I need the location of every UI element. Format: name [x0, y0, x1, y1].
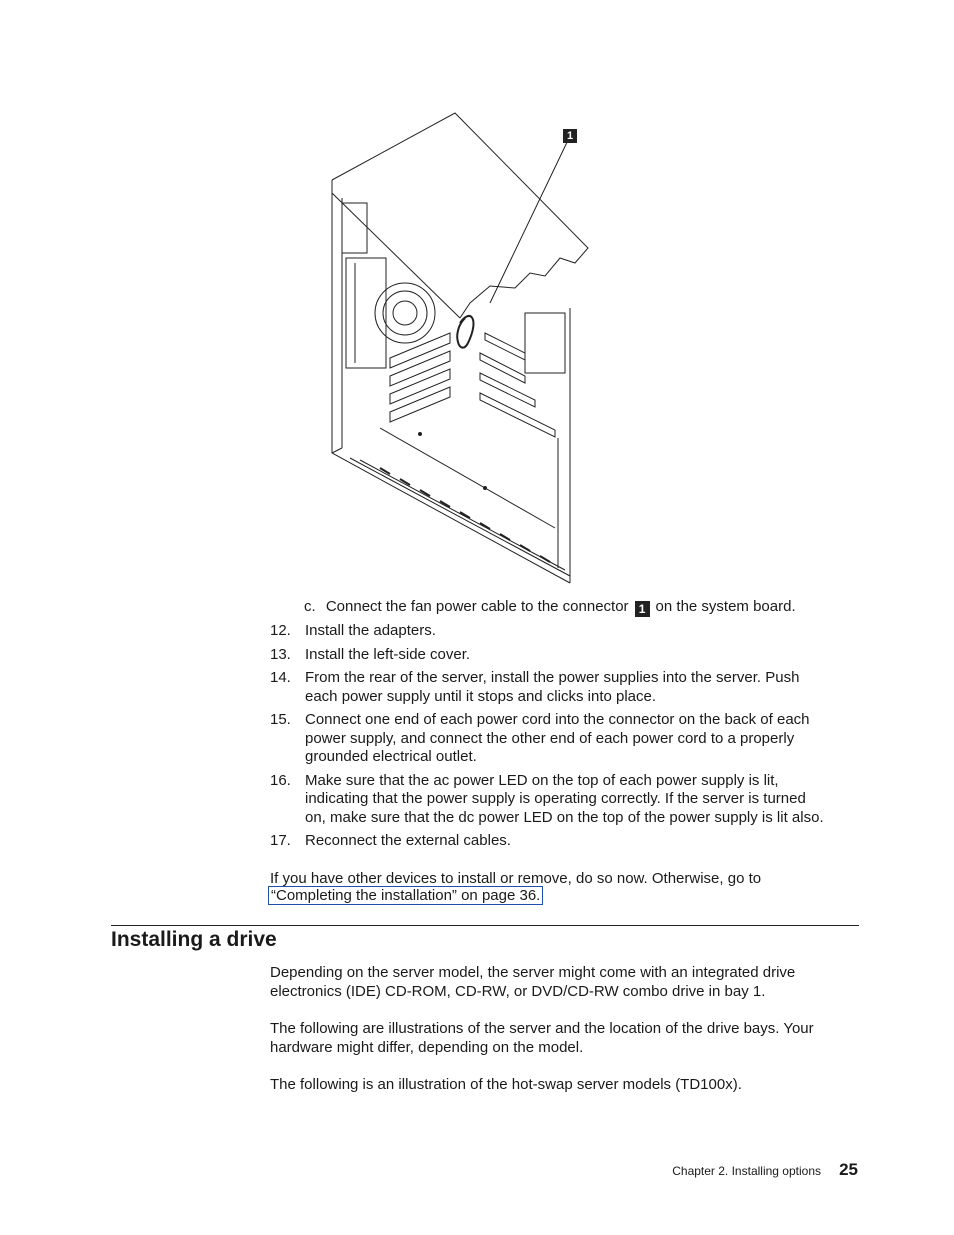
step-15-number: 15.	[270, 711, 291, 728]
paragraph-1-line-1: Depending on the server model, the server might come with an integrated drive	[270, 964, 796, 981]
step-c-marker: c.	[304, 598, 316, 615]
step-c-text-before: Connect the fan power cable to the connector	[325, 598, 629, 615]
paragraph-2-line-1: The following are illustrations of the server and the location of the drive bays. Your	[270, 1020, 814, 1037]
completing-installation-link[interactable]: “Completing the installation” on page 36.	[268, 886, 543, 905]
step-15-line-2: power supply, and connect the other end of each power cord to a properly	[305, 730, 795, 747]
footer-chapter: Chapter 2. Installing options	[672, 1164, 821, 1178]
step-14-line-1: From the rear of the server, install the power supplies into the server. Push	[305, 669, 800, 686]
step-14-line-2: each power supply until it stops and clicks into place.	[305, 688, 657, 705]
step-15-line-1: Connect one end of each power cord into the connector on the back of each	[305, 711, 810, 728]
step-17-number: 17.	[270, 832, 291, 849]
server-chassis-illustration	[320, 108, 590, 588]
step-c-text-after: on the system board.	[655, 598, 796, 615]
step-15-line-3: grounded electrical outlet.	[305, 748, 477, 765]
step-13-number: 13.	[270, 646, 291, 663]
paragraph-1-line-2: electronics (IDE) CD-ROM, CD-RW, or DVD/CD-RW combo drive in bay 1.	[270, 983, 766, 1000]
step-c	[304, 597, 796, 617]
step-12-text: Install the adapters.	[305, 622, 436, 639]
step-16-line-1: Make sure that the ac power LED on the top of each power supply is lit,	[305, 772, 779, 789]
page-number: 25	[839, 1160, 858, 1179]
callout-1-inline: 1	[635, 601, 650, 617]
paragraph-2-line-2: hardware might differ, depending on the model.	[270, 1039, 584, 1056]
step-16-number: 16.	[270, 772, 291, 789]
paragraph-3: The following is an illustration of the hot-swap server models (TD100x).	[270, 1076, 742, 1093]
step-17-text: Reconnect the external cables.	[305, 832, 511, 849]
step-14-number: 14.	[270, 669, 291, 686]
step-13-text: Install the left-side cover.	[305, 646, 471, 663]
step-16-line-3: on, make sure that the dc power LED on the top of the power supply is lit also.	[305, 809, 824, 826]
closing-line: If you have other devices to install or remove, do so now. Otherwise, go to	[270, 870, 762, 887]
callout-1: 1	[563, 129, 577, 143]
section-heading: Installing a drive	[111, 928, 277, 951]
step-16-line-2: indicating that the power supply is operating correctly. If the server is turned	[305, 790, 806, 807]
section-divider	[111, 925, 859, 926]
step-12-number: 12.	[270, 622, 291, 639]
